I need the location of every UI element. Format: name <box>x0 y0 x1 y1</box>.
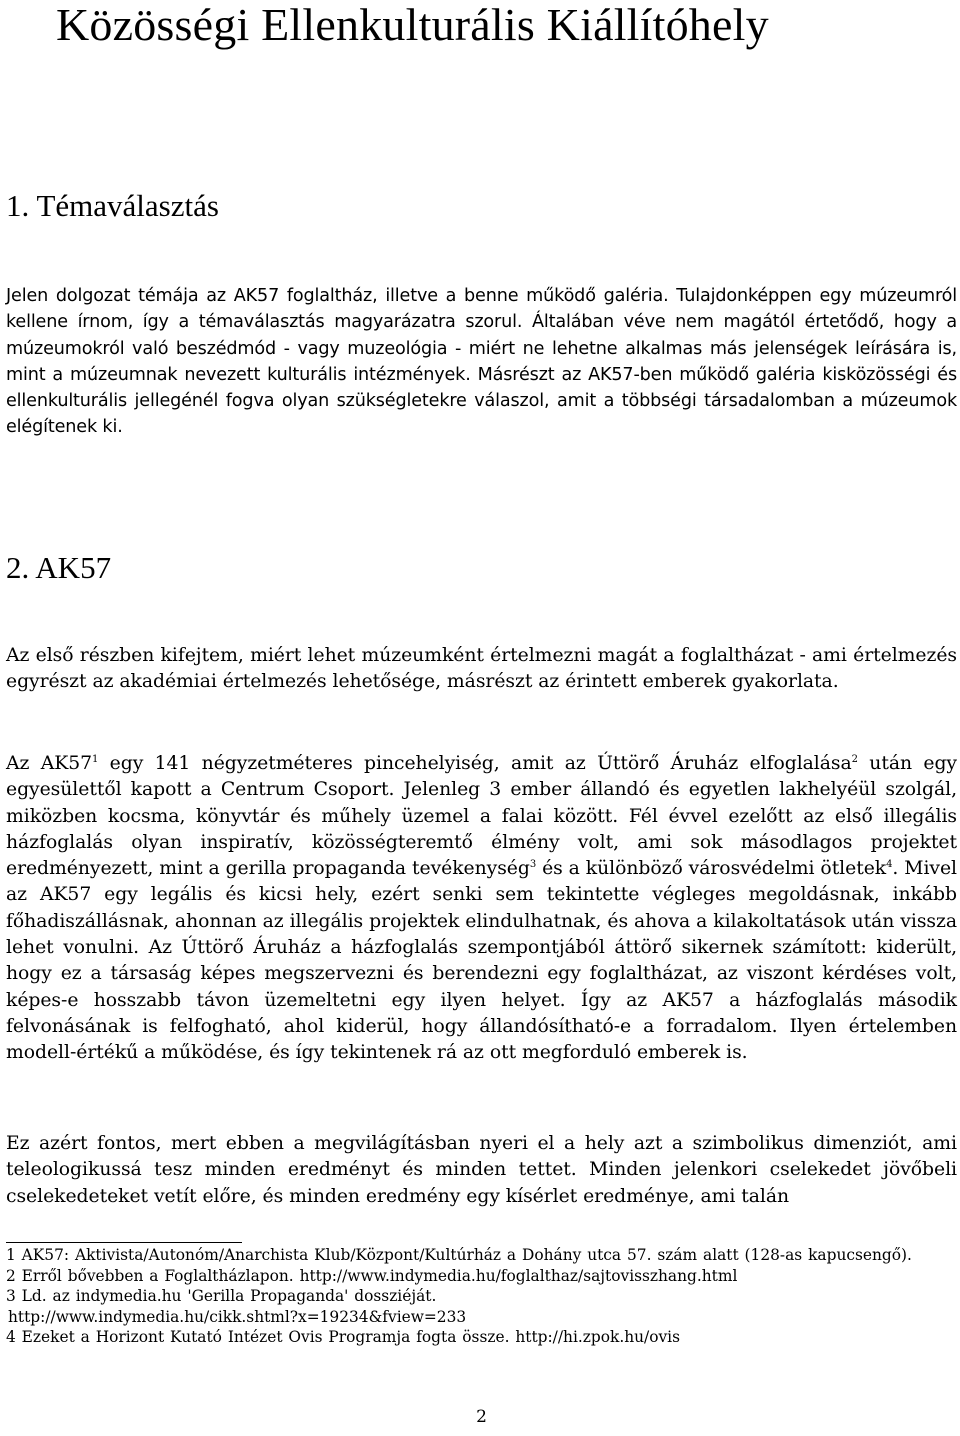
section2-paragraph-1: Az első részben kifejtem, miért lehet múzeumként értelmezni magát a foglaltházat - ami értelmezés egyrészt az akadémiai értelmezés lehetősége, másrészt az érintett emberek gyakorlata. <box>6 645 957 693</box>
footnote-ref-4[interactable]: 4 <box>886 859 893 871</box>
footnote-3-url[interactable]: http://www.indymedia.hu/cikk.shtml?x=19234&fview=233 <box>8 1307 467 1326</box>
footnote-2: 2 Erről bővebben a Foglaltházlapon. http://www.indymedia.hu/foglalthaz/sajtovisszhang.html <box>6 1266 738 1285</box>
footnote-ref-3[interactable]: 3 <box>529 859 537 871</box>
p2-text-5: . Mivel az AK57 egy legális és kicsi hely, ezért senki sem tekintette végleges megoldásnak, inkább főhadiszállásnak, ahonnan az illegális projektek elindulhatnak, és ahova a kilakoltatások után vissza lehet vonulni. Az Úttörő Áruház a házfoglalás szempontjából áttörő sikernek számított: kiderült, hogy ez a társaság képes megszervezni és berendezni egy foglaltházat, az viszont kérdéses volt, képes-e hosszabb távon üzemeltetni egy ilyen helyet. Így az AK57 a házfoglalás második felvonásának is felfogható, ahol kiderül, hogy állandósítható-e a forradalom. Ilyen értelemben modell-értékű a működése, és így tekintenek rá az ott megforduló emberek is. <box>6 858 958 1064</box>
footnote-ref-1[interactable]: 1 <box>92 754 99 765</box>
section-heading-temavalasztas: 1. Témaválasztás <box>6 188 219 223</box>
p2-text-3: után egy egyesülettől kapott a Centrum Csoport. Jelenleg 3 ember állandó és egyetlen lakhelyéül szolgál, miközben kocsma, könyvtár és műhely üzemel a falai között. Fél évvel ezelőtt az első illegális házfoglalás olyan inspiratív, közösségteremtő élmény volt, ami sok másodlagos projektet eredményezett, mint a gerilla propaganda tevékenység <box>6 753 957 880</box>
footnotes <box>6 1245 957 1348</box>
p2-text-1: Az AK57 <box>6 753 93 774</box>
p2-text-2: egy 141 négyzetméteres pincehelyiség, amit az Úttörő Áruház elfoglalása <box>98 753 852 774</box>
footnote-1: 1 AK57: Aktivista/Autonóm/Anarchista Klub/Központ/Kultúrház a Dohány utca 57. szám alatt (128-as kapucsengő). <box>6 1246 912 1264</box>
footnote-separator <box>6 1242 242 1243</box>
section2-paragraph-3: Ez azért fontos, mert ebben a megvilágításban nyeri el a hely azt a szimbolikus dimenziót, ami teleologikussá tesz minden eredményt és minden tettet. Minden jelenkori cselekedet jövőbeli cselekedeteket vetít előre, és minden eredmény egy kísérlet eredménye, ami talán <box>6 1133 957 1207</box>
footnote-ref-2[interactable]: 2 <box>851 754 858 765</box>
section2-paragraph-2 <box>6 751 957 1067</box>
section-heading-ak57: 2. AK57 <box>6 550 112 585</box>
footnote-3: 3 Ld. az indymedia.hu 'Gerilla Propaganda' dossziéját. <box>6 1287 437 1305</box>
page-number: 2 <box>476 1407 487 1427</box>
footnote-4: 4 Ezeket a Horizont Kutató Intézet Ovis Programja fogta össze. http://hi.zpok.hu/ovis <box>6 1328 681 1346</box>
section1-paragraph: Jelen dolgozat témája az AK57 foglaltház, illetve a benne működő galéria. Tulajdonképpen egy múzeumról kellene írnom, így a témaválasztás magyarázatra szorul. Általában véve nem magától értetődő, hogy a múzeumokról való beszédmód - vagy muzeológia - miért ne lehetne alkalmas más jelenségek leírására is, mint a múzeumnak nevezett kulturális intézmények. Másrészt az AK57-ben működő galéria kisközösségi és ellenkulturális jellegénél fogva olyan szükségletekre válaszol, amit a többségi társadalomban a múzeumok elégítenek ki. <box>6 286 957 438</box>
document-title: Közösségi Ellenkulturális Kiállítóhely <box>56 0 769 50</box>
p2-text-4: és a különböző városvédelmi ötletek <box>536 858 887 880</box>
